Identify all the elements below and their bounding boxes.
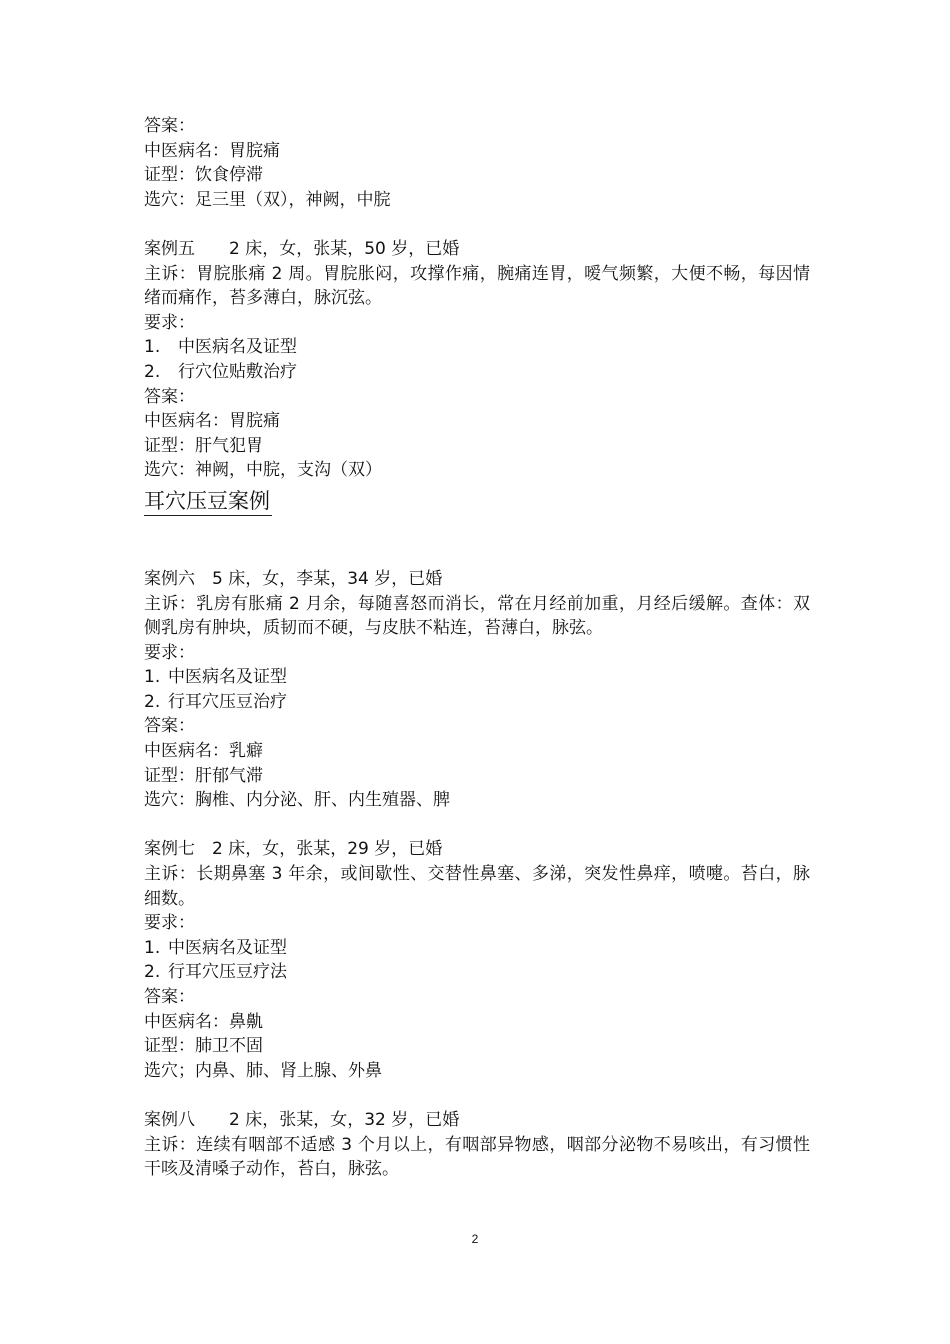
list-number: 2. xyxy=(144,962,161,983)
case6-title: 案例六 5 床，女，李某，34 岁，已婚 xyxy=(144,568,443,589)
case7-pattern: 证型：肺卫不固 xyxy=(144,1036,263,1057)
list-number: 2. xyxy=(144,691,161,712)
case6-answer-label: 答案： xyxy=(144,716,195,737)
case7-req1 xyxy=(144,936,810,961)
case5-pattern: 证型：肝气犯胃 xyxy=(144,435,263,456)
case7-complaint: 主诉：长期鼻塞 3 年余，或间歇性、交替性鼻塞、多涕，突发性鼻痒，喷嚏。苔白，脉细数。 xyxy=(144,864,810,909)
list-text: 中医病名及证型 xyxy=(168,667,287,688)
case5-requirement-label: 要求： xyxy=(144,312,195,333)
list-number: 1. xyxy=(144,667,161,688)
case5-disease: 中医病名：胃脘痛 xyxy=(144,411,280,432)
case5-req2 xyxy=(144,360,810,385)
case7-title: 案例七 2 床，女，张某，29 岁，已婚 xyxy=(144,839,443,860)
case5-title: 案例五 2 床，女，张某，50 岁，已婚 xyxy=(144,238,460,259)
document-page xyxy=(144,114,810,1182)
case6-requirement-label: 要求： xyxy=(144,642,195,663)
case4-pattern: 证型：饮食停滞 xyxy=(144,165,263,186)
list-number: 1. xyxy=(144,937,161,958)
case6-req2 xyxy=(144,690,810,715)
case7-points: 选穴；内鼻、肺、肾上腺、外鼻 xyxy=(144,1060,382,1081)
case7-requirement-label: 要求： xyxy=(144,913,195,934)
list-number: 2. xyxy=(144,361,161,382)
case7-disease: 中医病名：鼻鼽 xyxy=(144,1011,263,1032)
case4-answer-label: 答案： xyxy=(144,116,195,136)
list-text: 中医病名及证型 xyxy=(178,337,297,358)
case6-disease: 中医病名：乳癖 xyxy=(144,741,263,762)
case4-points: 选穴：足三里（双），神阙，中脘 xyxy=(144,189,391,210)
case7-answer-label: 答案： xyxy=(144,987,195,1007)
page-number: 2 xyxy=(471,1232,479,1246)
spacer xyxy=(144,1083,810,1108)
spacer xyxy=(144,212,810,237)
spacer xyxy=(144,813,810,838)
case5-answer-label: 答案： xyxy=(144,386,195,407)
case5-points: 选穴：神阙，中脘，支沟（双） xyxy=(144,460,382,481)
case6-complaint: 主诉：乳房有胀痛 2 月余，每随喜怒而消长，常在月经前加重，月经后缓解。查体：双侧乳房有肿块，质韧而不硬，与皮肤不粘连，苔薄白，脉弦。 xyxy=(144,593,810,639)
spacer xyxy=(144,517,810,567)
case8-title: 案例八 2 床，张某，女，32 岁，已婚 xyxy=(144,1109,460,1130)
list-text: 中医病名及证型 xyxy=(168,937,287,958)
case6-req1 xyxy=(144,665,810,690)
case6-pattern: 证型：肝郁气滞 xyxy=(144,765,263,786)
case6-points: 选穴：胸椎、内分泌、肝、内生殖器、脾 xyxy=(144,790,450,811)
case7-req2 xyxy=(144,960,810,985)
case8-complaint: 主诉：连续有咽部不适感 3 个月以上，有咽部异物感，咽部分泌物不易咳出，有习惯性干咳及清嗓子动作，苔白，脉弦。 xyxy=(144,1134,810,1180)
case4-disease: 中医病名：胃脘痛 xyxy=(144,140,280,161)
section-heading-row xyxy=(144,487,810,517)
section-heading: 耳穴压豆案例 xyxy=(144,487,272,516)
case5-req1 xyxy=(144,335,810,360)
case5-complaint: 主诉：胃脘胀痛 2 周。胃脘胀闷，攻撑作痛，腕痛连胃，嗳气频繁，大便不畅，每因情绪而痛作，苔多薄白，脉沉弦。 xyxy=(144,263,810,309)
list-text: 行穴位贴敷治疗 xyxy=(178,361,297,382)
list-text: 行耳穴压豆疗法 xyxy=(168,962,287,983)
list-number: 1. xyxy=(144,337,161,358)
list-text: 行耳穴压豆治疗 xyxy=(168,691,287,712)
